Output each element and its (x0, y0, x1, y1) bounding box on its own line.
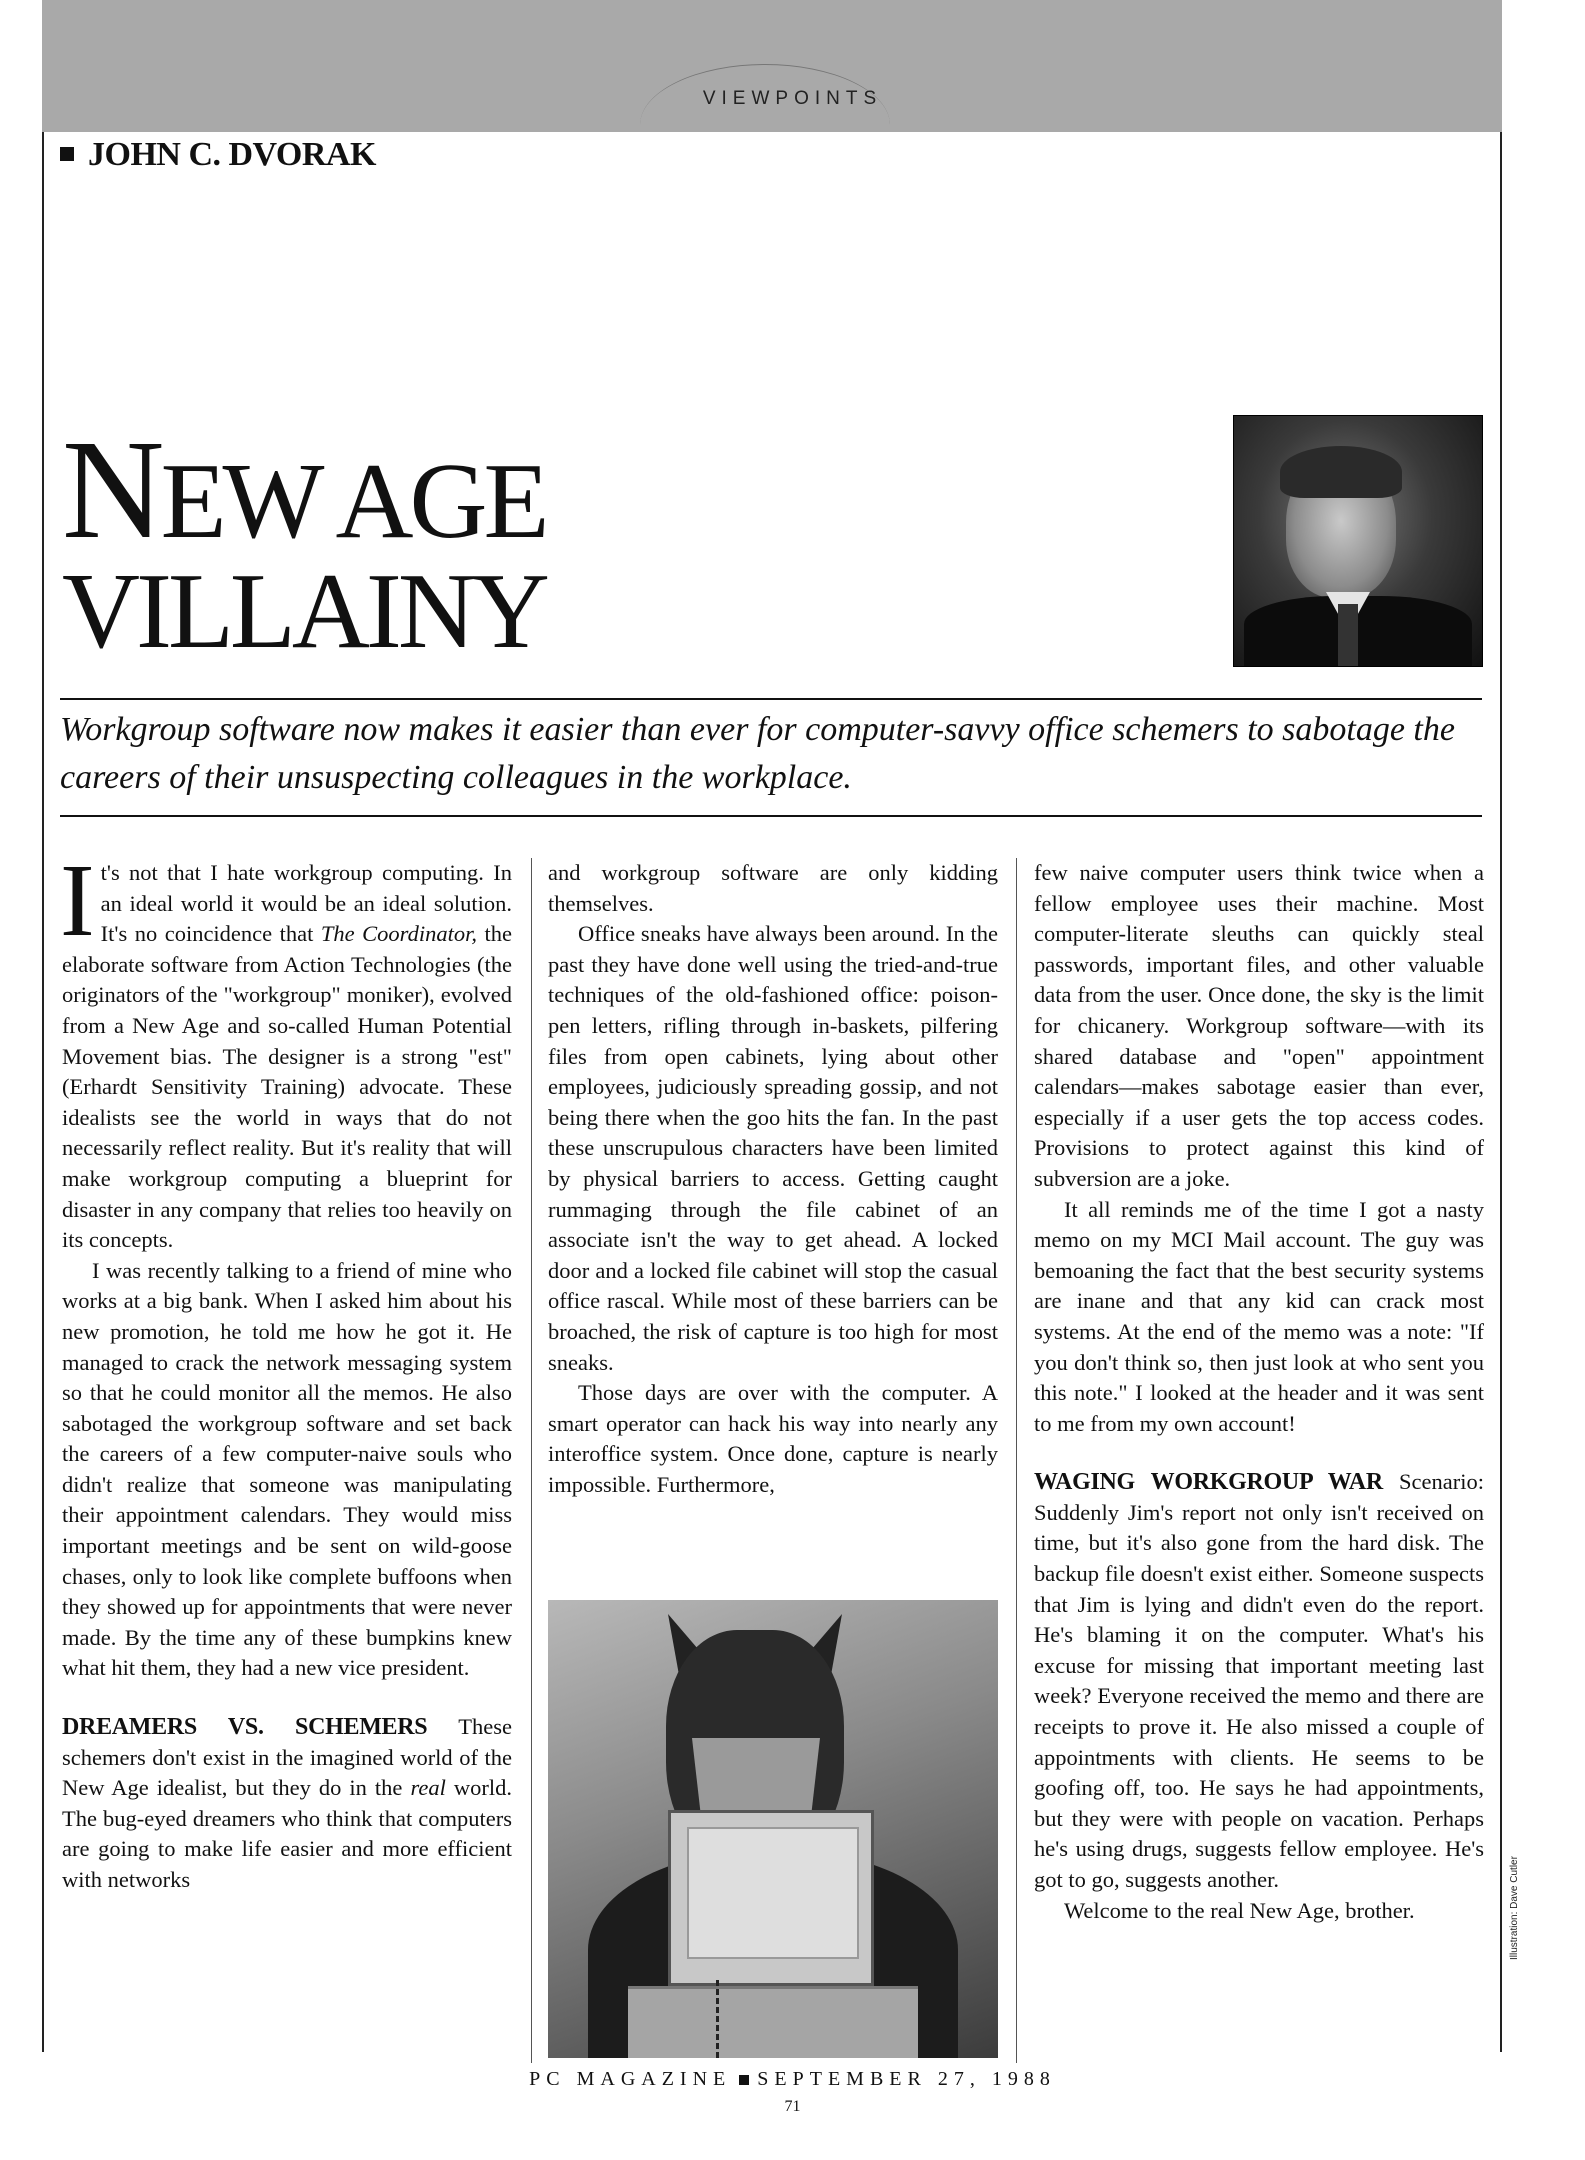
frame-left-rule (42, 132, 44, 2052)
computer-cord (716, 1980, 733, 2058)
column-2 (548, 858, 998, 1500)
subhead-waging: WAGING WORKGROUP WAR (1034, 1469, 1383, 1496)
col3-paragraph-3 (1034, 1467, 1484, 1895)
author-byline (60, 136, 376, 174)
photo-hair (1280, 446, 1402, 498)
bullet-icon (60, 147, 74, 161)
footer-magazine: PC MAGAZINE (529, 2068, 732, 2090)
col1-p1-end: the elaborate software from Action Technologies (the originators of the "workgroup" moniker), evolved from a New Age and so-called Human Potential Movement bias. The designer is a strong "est" (Erhardt Sensitivity Training) advocate. These idealists see the world in ways that do not necessarily reflect reality. But it's reality that will make workgroup computing a blueprint for disaster in any company that relies too heavily on its concepts. (62, 921, 512, 1253)
col3-paragraph-1: few naive computer users think twice when a fellow employee uses their machine. Most computer-literate sleuths can quickly steal passwords, important files, and other valuable data from the user. Once done, the sky is the limit for chicanery. Workgroup software—with its shared database and "open" appointment calendars—makes sabotage easier than ever, especially if a user gets the top access codes. Provisions to protect against this kind of subversion are a joke. (1034, 860, 1484, 1191)
col3-paragraph-2: It all reminds me of the time I got a nasty memo on my MCI Mail account. The guy was bemoaning the fact that the best security systems are inane and that any kid can crack most systems. At the end of the memo was a note: "If you don't think so, then just look at who sent you this note." I looked at the header and it was sent to me from my own account! (1034, 1196, 1484, 1436)
col1-paragraph-2: I was recently talking to a friend of mine who works at a big bank. When I asked him about his new promotion, he told me how he got it. He managed to crack the network messaging system so that he could monitor all the memos. He also sabotaged the workgroup software and set back the careers of a few computer-naive souls who didn't realize that someone was manipulating their appointment calendars. They would miss important meetings and be sent on wild-goose chases, only to look like complete buffoons when they showed up for appointments that were never made. By the time any of these bumpkins knew what hit them, they had a new vice president. (62, 1257, 512, 1681)
col1-p1-title: The Coordinator, (320, 921, 477, 947)
author-photo (1233, 415, 1483, 667)
headline-line2: VILLAINY (62, 552, 546, 672)
deck-subtitle: Workgroup software now makes it easier than ever for computer-savvy office schemers to sabotage the careers of their unsuspecting colleagues in the workplace. (60, 711, 1455, 797)
headline (62, 410, 546, 672)
computer-monitor (668, 1810, 874, 1986)
headline-line1: EW AGE (160, 442, 546, 561)
headline-initial: N (62, 410, 161, 568)
column-divider-2 (1016, 858, 1017, 2063)
col2-paragraph-3: Those days are over with the computer. A smart operator can hack his way into nearly any interoffice system. Once done, capture is nearly impossible. Furthermore, (548, 1380, 998, 1497)
deck-rule-bottom (60, 815, 1482, 817)
col1-p3-start: These schemers don't exist in the imagined world of the New Age idealist, but they do in the (62, 1714, 512, 1801)
devil-illustration (548, 1600, 998, 2058)
col2-paragraph-1: and workgroup software are only kidding themselves. (548, 860, 998, 916)
col1-p1-start: t's not that I hate workgroup computing. In an ideal world it would be an ideal solution. It's no coincidence that (100, 860, 512, 947)
page-number: 71 (784, 2098, 801, 2115)
author-name: JOHN C. DVORAK (88, 136, 376, 173)
col1-p3-end: world. The bug-eyed dreamers who think that computers are going to make life easier and more efficient with networks (62, 1775, 512, 1892)
computer-base (628, 1986, 918, 2058)
column-3 (1034, 858, 1484, 1926)
drop-cap: I (60, 843, 95, 958)
illustration-credit: Illustration: Dave Cutler (1509, 1856, 1520, 1960)
column-1 (60, 843, 512, 1896)
col1-p3-em: real (410, 1775, 446, 1801)
subhead-dreamers: DREAMERS VS. SCHEMERS (62, 1714, 428, 1741)
col1-paragraph-3 (62, 1712, 512, 1896)
col3-p3-text: Scenario: Suddenly Jim's report not only isn't received on time, but it's also gone from the hard disk. The backup file doesn't exist either. Someone suspects that Jim is lying and didn't even do the report. He's blaming it on the computer. What's his excuse for missing that important meeting last week? Everyone received the memo and there are receipts to prove it. He also missed a couple of appointments with clients. He seems to be goofing off, too. He says he had appointments, but they were with people on vacation. Perhaps he's using drugs, suggests fellow employee. He's got to go, suggests another. (1034, 1469, 1484, 1892)
photo-tie (1338, 604, 1358, 666)
col3-paragraph-4: Welcome to the real New Age, brother. (1064, 1897, 1415, 1923)
col2-paragraph-2: Office sneaks have always been around. In the past they have done well using the tried-and-true techniques of the old-fashioned office: poison-pen letters, rifling through in-baskets, pilfering files from open cabinets, lying about other employees, judiciously spreading gossip, and not being there when the goo hits the fan. In the past these unscrupulous characters have been limited by physical barriers to access. Getting caught rummaging through the file cabinet of an associate isn't the way to get ahead. A locked door and a locked file cabinet will stop the casual office rascal. While most of these barriers can be broached, the risk of capture is too high for most sneaks. (548, 921, 998, 1375)
computer-screen (687, 1827, 859, 1959)
page-footer (0, 2068, 1585, 2091)
footer-date: SEPTEMBER 27, 1988 (757, 2068, 1056, 2090)
column-divider-1 (531, 858, 532, 2063)
section-label: VIEWPOINTS (702, 88, 883, 109)
col1-paragraph-1 (60, 843, 512, 1256)
frame-right-rule (1500, 132, 1502, 2052)
deck-rule-top (60, 698, 1482, 700)
footer-bullet-icon (739, 2075, 749, 2085)
